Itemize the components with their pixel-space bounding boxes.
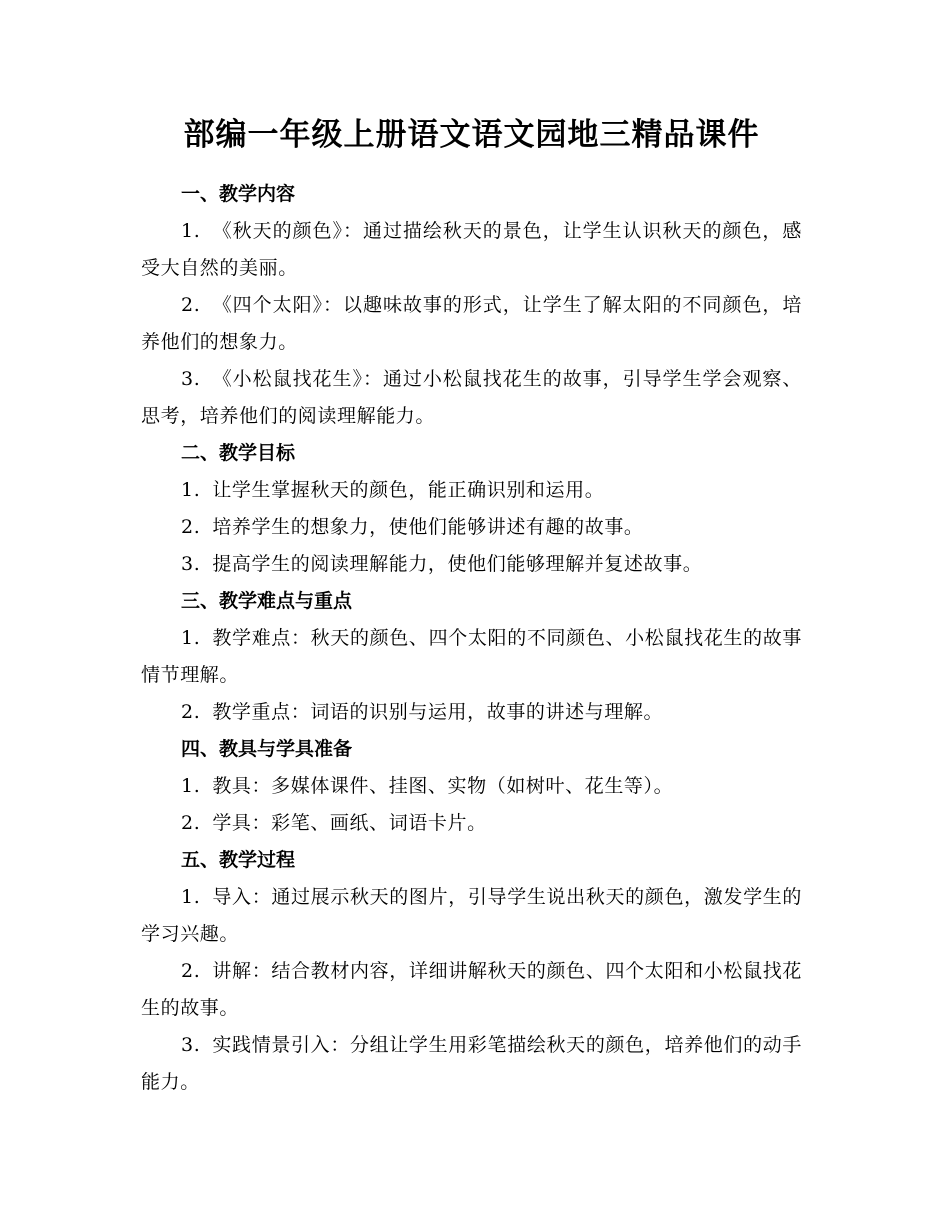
paragraph-number: 2. (181, 516, 201, 538)
paragraph-text: 教学难点：秋天的颜色、四个太阳的不同颜色、小松鼠找花生的故事情节理解。 (141, 627, 802, 686)
paragraph (141, 361, 802, 435)
paragraph-number: 3. (181, 1034, 201, 1056)
section-teaching-goals (141, 435, 802, 583)
paragraph-text: 导入：通过展示秋天的图片，引导学生说出秋天的颜色，激发学生的学习兴趣。 (141, 886, 802, 945)
paragraph-text: 教具：多媒体课件、挂图、实物（如树叶、花生等）。 (212, 775, 674, 797)
paragraph (141, 509, 802, 546)
paragraph-number: 1. (181, 627, 201, 649)
paragraph (141, 213, 802, 287)
paragraph-number: 1. (181, 886, 201, 908)
paragraph-number: 2. (181, 812, 201, 834)
paragraph-number: 1. (181, 775, 201, 797)
paragraph-number: 2. (181, 294, 201, 316)
section-heading: 三、教学难点与重点 (181, 590, 353, 612)
paragraph-number: 1. (181, 479, 201, 501)
section-materials-preparation (141, 731, 802, 842)
paragraph-text: 《小松鼠找花生》：通过小松鼠找花生的故事，引导学生学会观察、思考，培养他们的阅读理解能力。 (141, 368, 802, 427)
paragraph (141, 287, 802, 361)
paragraph-text: 实践情景引入：分组让学生用彩笔描绘秋天的颜色，培养他们的动手能力。 (141, 1034, 802, 1093)
paragraph (141, 620, 802, 694)
section-heading: 四、教具与学具准备 (181, 738, 353, 760)
paragraph-text: 培养学生的想象力，使他们能够讲述有趣的故事。 (212, 516, 644, 538)
section-teaching-process (141, 842, 802, 1101)
paragraph-text: 让学生掌握秋天的颜色，能正确识别和运用。 (212, 479, 605, 501)
paragraph-number: 1. (181, 220, 201, 242)
paragraph-text: 教学重点：词语的识别与运用，故事的讲述与理解。 (212, 701, 664, 723)
paragraph (141, 546, 802, 583)
paragraph-number: 3. (181, 553, 201, 575)
paragraph (141, 472, 802, 509)
paragraph-text: 《秋天的颜色》：通过描绘秋天的景色，让学生认识秋天的颜色，感受大自然的美丽。 (141, 220, 802, 279)
paragraph (141, 1027, 802, 1101)
section-heading: 五、教学过程 (181, 849, 296, 871)
paragraph (141, 805, 802, 842)
document-title: 部编一年级上册语文语文园地三精品课件 (183, 117, 760, 153)
section-difficulties-and-key-points (141, 583, 802, 731)
paragraph-text: 讲解：结合教材内容，详细讲解秋天的颜色、四个太阳和小松鼠找花生的故事。 (141, 960, 802, 1019)
paragraph (141, 768, 802, 805)
paragraph (141, 879, 802, 953)
paragraph (141, 953, 802, 1027)
section-teaching-content (141, 176, 802, 435)
paragraph-text: 《四个太阳》：以趣味故事的形式，让学生了解太阳的不同颜色，培养他们的想象力。 (141, 294, 802, 353)
paragraph-number: 2. (181, 960, 201, 982)
paragraph-number: 2. (181, 701, 201, 723)
paragraph (141, 694, 802, 731)
paragraph-text: 提高学生的阅读理解能力，使他们能够理解并复述故事。 (212, 553, 703, 575)
paragraph-number: 3. (181, 368, 201, 390)
paragraph-text: 学具：彩笔、画纸、词语卡片。 (212, 812, 487, 834)
section-heading: 一、教学内容 (181, 183, 296, 205)
section-heading: 二、教学目标 (181, 442, 296, 464)
